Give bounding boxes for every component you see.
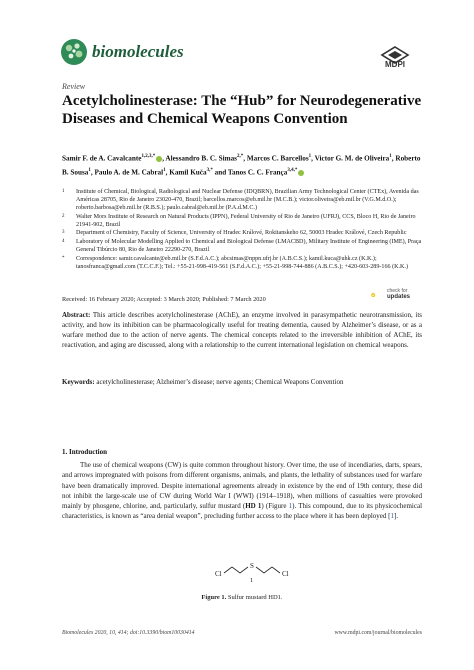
keywords (62, 377, 422, 387)
affiliation-marker: 4 (62, 239, 65, 245)
intro-text-1: The use of chemical weapons (CW) is quite common throughout history. Over time, the use of incendiaries, darts, spears, and arrows impregnated with poisons from different organisms, animals, and plants, the lethality of substances used for warfare have been dramatically improved. Despite international agreements already in existence by the end of 19th century, these did not inhibit the large-scale use of CW during World War I (WWI) (1914–1918), when millions of casualties were provoked mainly by phosgene, chlorine, and, particularly, sulfur mustard ( (62, 461, 422, 511)
affiliation-item (62, 229, 422, 237)
affiliation-marker: * (62, 255, 65, 261)
author-name: Marcos C. Barcellos (246, 154, 309, 163)
bond-chain-right (256, 567, 280, 573)
author-affiliation-marker: 3,* (206, 167, 213, 173)
author-separator: , (243, 154, 247, 163)
article-type: Review (62, 82, 86, 91)
affiliation-marker: 2 (62, 213, 65, 219)
author-name: Samir F. de A. Cavalcante (62, 154, 142, 163)
figure-1-link[interactable]: 1 (288, 502, 293, 511)
figure-caption-text: Sulfur mustard HD1. (227, 594, 283, 601)
publication-dates: Received: 16 February 2020; Accepted: 3 March 2020; Published: 7 March 2020 (62, 296, 266, 303)
affiliation-item (62, 188, 422, 212)
affiliation-text: Department of Chemistry, Faculty of Science, University of Hradec Králové, Rokitanskeho 62, 50003 Hradec Králové, Czech Republic (76, 230, 407, 237)
author-name: Victor G. M. de Oliveira (314, 154, 390, 163)
affiliation-item (62, 238, 422, 254)
check-for-updates-line1: check for (387, 288, 408, 294)
atom-cl-left: Cl (215, 570, 222, 578)
author-separator: , (90, 168, 95, 177)
author-affiliation-marker: 1 (163, 167, 166, 173)
affiliation-text: Institute of Chemical, Biological, Radiological and Nuclear Defense (IDQBRN), Brazilian Army Technological Center (CTEx), Avenida das Américas 28705, Rio de Janeiro 23020-470, Brazil; barcellos.marcos@eb.mil.br (M.C.B.); victor.oliveira@eb.mil.br (V.G.M.d.O.); roberto.barbosa@eb.mil.br (R.B.S.); paulo.cabral@eb.mil.br (P.A.d.M.C.) (76, 189, 419, 212)
author-separator: , (165, 168, 170, 177)
intro-text-4: ]. (393, 512, 399, 521)
author-separator: and (212, 168, 228, 177)
author-name: Roberto B. Sousa (62, 154, 421, 177)
author-name: Paulo A. de M. Cabral (94, 168, 164, 177)
figure-caption (62, 594, 422, 601)
author-affiliation-marker: 1 (308, 154, 312, 159)
author-list (62, 151, 422, 179)
sulfur-mustard-structure (215, 556, 295, 586)
footer-citation: Biomolecules 2020, 10, 414; doi:10.3390/biom10030414 (62, 630, 195, 636)
compound-number: 1 (250, 577, 254, 584)
affiliation-list (62, 188, 422, 271)
affiliation-text: Laboratory of Molecular Modelling Applied to Chemical and Biological Defense (LMACBD), Military Institute of Engineering (IME), Praça General Tibúrcio 80, Rio de Janeiro 22290-270, Brazil (76, 239, 422, 254)
affiliation-text: Walter Mors Institute of Research on Natural Products (IPPN), Federal University of Rio de Janeiro (UFRJ), CCS, Bloco H, Rio de Janeiro 21941-902, Brazil (76, 213, 416, 228)
affiliation-marker: 1 (62, 189, 65, 194)
footer-url[interactable]: www.mdpi.com/journal/biomolecules (334, 630, 422, 636)
orcid-icon[interactable] (298, 170, 304, 176)
author-name: Alessandro B. C. Simas (165, 154, 237, 163)
affiliation-marker: 3 (62, 230, 65, 236)
keywords-label: Keywords: (62, 378, 95, 386)
atom-cl-right: Cl (282, 570, 289, 578)
intro-text-2: ) (Figure (261, 502, 289, 511)
article-title: Acetylcholinesterase: The “Hub” for Neurodegenerative Diseases and Chemical Weapons Convention (62, 93, 422, 127)
author-name: Tanos C. C. França (227, 168, 288, 177)
keywords-text: acetylcholinesterase; Alzheimer’s disease; nerve agents; Chemical Weapons Convention (96, 378, 344, 386)
publisher-name: MDPI (385, 60, 405, 69)
journal-logo-icon (60, 38, 88, 66)
check-for-updates-label[interactable] (387, 288, 410, 300)
author-affiliation-marker: 1 (389, 154, 392, 159)
abstract-label: Abstract: (62, 311, 91, 319)
journal-name: biomolecules (92, 42, 184, 61)
abstract-text: This article describes acetylcholinesterase (AChE), an enzyme involved in parasympathetic neurotransmission, its activity, and how its inhibition can be pharmacologically useful for treating dementia, caused by Alzheimer’s disease, or as a warfare method due to the action of nerve agents. The chemical concepts related to the irreversible inhibition of AChE, its reactivation, and aging are discussed, along with a relationship to the current international legislation on chemical weapons. (62, 311, 423, 349)
check-for-updates-icon[interactable] (371, 287, 385, 303)
hd1-compound-label: HD 1 (245, 502, 262, 511)
author-affiliation-marker: 2,* (236, 154, 244, 159)
check-for-updates-line2: updates (387, 294, 411, 300)
reference-1-link[interactable]: 1 (390, 512, 394, 521)
abstract (62, 310, 422, 350)
section-title: 1. Introduction (62, 448, 107, 456)
affiliation-item (62, 213, 422, 229)
intro-text-3: ). This compound, due to its physicochemical characteristics, is known as “area denial weapon”, precluding further access to the place where it has been deployed [ (62, 502, 423, 521)
author-affiliation-marker: 1 (88, 167, 91, 173)
author-affiliation-marker: 1,2,3,* (141, 154, 156, 159)
figure-caption-label: Figure 1. (201, 594, 227, 601)
affiliation-item (62, 255, 422, 271)
author-name: Kamil Kuča (169, 168, 207, 177)
affiliation-text: Correspondence: samir.cavalcante@eb.mil.br (S.F.d.A.C.); abcsimas@nppn.ufrj.br (A.B.C.S.); kamil.kuca@uhk.cz (K.K.); tanosfranca@gmail.com (T.C.C.F.); Tel.: +55-21-998-419-561 (S.F.d.A.C.); +55-21-998-744-886 (A.B.C.S.); +420-603-289-166 (K.K.) (76, 255, 408, 270)
author-separator: , (162, 154, 166, 163)
intro-paragraph (62, 460, 422, 522)
author-separator: , (311, 154, 315, 163)
atom-s: S (250, 562, 254, 570)
author-separator: , (391, 154, 396, 163)
author-affiliation-marker: 3,4,* (287, 167, 298, 173)
bond-chain-left (224, 567, 248, 573)
